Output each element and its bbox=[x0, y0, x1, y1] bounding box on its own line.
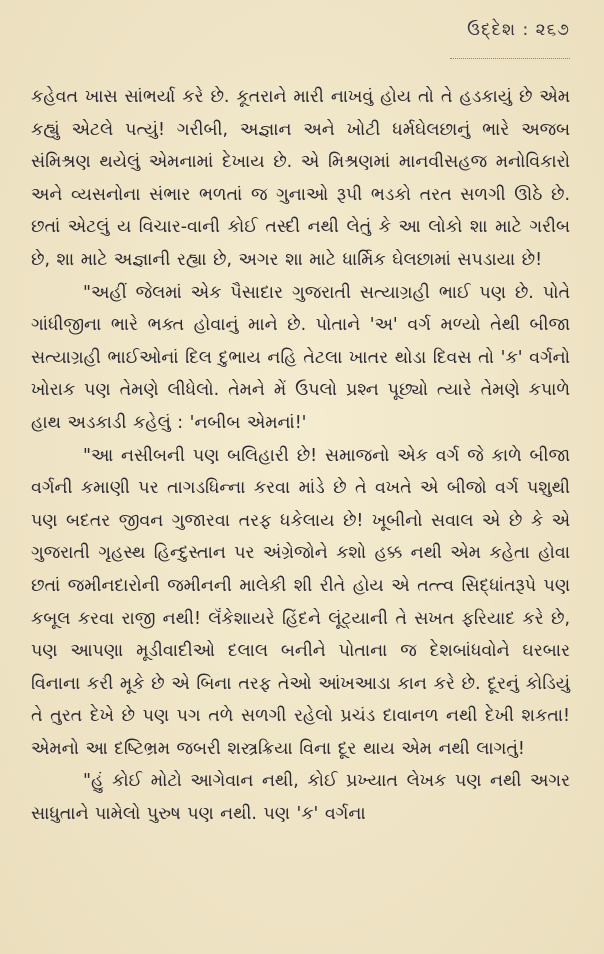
body-text bbox=[31, 81, 570, 831]
paragraph-continuation: કહેવત ખાસ સાંભર્યા કરે છે. કૂતરાને મારી નાખવું હોય તો તે હડકાયું છે એમ કહ્યું એટલે પત્યું! ગરીબી, અજ્ઞાન અને ખોટી ધર્મઘેલછાનું ભારે અજબ સંમિશ્રણ થયેલું એમનામાં દેખાય છે. એ મિશ્રણમાં માનવીસહજ મનોવિકારો અને વ્યસનોના સંભાર ભળતાં જ ગુનાઓ રૂપી ભડકો તરત સળગી ઊઠે છે. છતાં એટલું ય વિચાર-વાની કોઈ તસ્દી નથી લેતું કે આ લોકો શા માટે ગરીબ છે, શા માટે અજ્ઞાની રહ્યા છે, અગર શા માટે ધાર્મિક ઘેલછામાં સપડાયા છે! bbox=[31, 87, 570, 270]
paragraph: "આ નસીબની પણ બલિહારી છે! સમાજનો એક વર્ગ જે કાળે બીજા વર્ગની કમાણી પર તાગડધિન્ના કરવા માંડે છે તે વખતે એ બીજો વર્ગ પશુથી પણ બદતર જીવન ગુજારવા તરફ ધકેલાય છે! ખૂબીનો સવાલ એ છે કે એ ગુજરાતી ગૃહસ્થ હિન્દુસ્તાન પર અંગ્રેજોને કશો હક્ક નથી એમ કહેતા હોવા છતાં જમીનદારોની જમીનની માલેકી શી રીતે હોય એ તત્ત્વ સિદ્ધાંતરૂપે પણ કબૂલ કરવા રાજી નથી! લૅંકેશાયરે હિંદને લૂંટ્યાની તે સખત ફરિયાદ કરે છે, પણ આપણા મૂડીવાદીઓ દલાલ બનીને પોતાના જ દેશબાંધવોને ઘરબાર વિનાના કરી મૂકે છે એ બિના તરફ તેઓ આંખઆડા કાન કરે છે. દૂરનું કોડિયું તે તુરત દેખે છે પણ પગ તળે સળગી રહેલો પ્રચંડ દાવાનળ નથી દેખી શકતા! એમનો આ દષ્ટિભ્રમ જબરી શસ્ત્રક્રિયા વિના દૂર થાય એમ નથી લાગતું! bbox=[31, 445, 570, 759]
running-title: ઉદ્દેશ : ૨૬૭ bbox=[467, 20, 570, 40]
running-header bbox=[31, 20, 570, 60]
paragraph: "અહીં જેલમાં એક પૈસાદાર ગુજરાતી સત્યાગ્રહી ભાઈ પણ છે. પોતે ગાંધીજીના ભારે ભક્ત હોવાનું માને છે. પોતાને 'અ' વર્ગ મળ્યો તેથી બીજા સત્યાગ્રહી ભાઈઓનાં દિલ દુભાય નહિ તેટલા ખાતર થોડા દિવસ તો 'ક' વર્ગનો ખોરાક પણ તેમણે લીધેલો. તેમને મેં ઉપલો પ્રશ્ન પૂછ્યો ત્યારે તેમણે કપાળે હાથ અડકાડી કહેલું : 'નબીબ એમનાં!' bbox=[31, 282, 570, 433]
paragraph: "હું કોઈ મોટો આગેવાન નથી, કોઈ પ્રખ્યાત લેખક પણ નથી અગર સાધુતાને પામેલો પુરુષ પણ નથી. પણ 'ક' વર્ગના bbox=[31, 771, 570, 825]
header-rule bbox=[450, 58, 570, 59]
